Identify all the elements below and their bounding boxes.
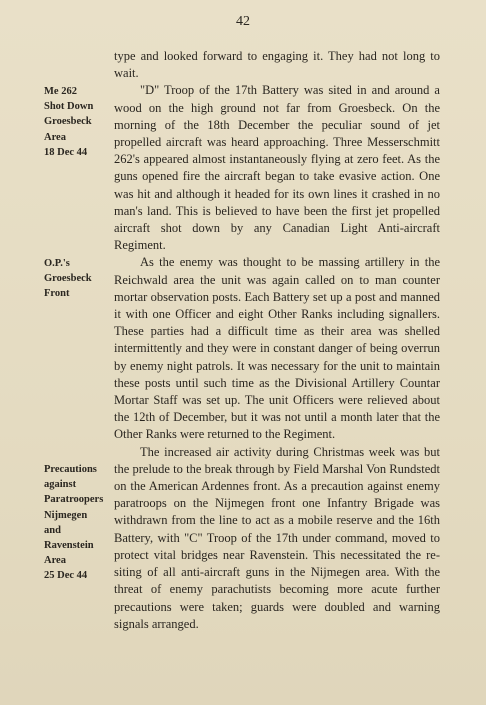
note-line: Shot Down <box>44 101 94 113</box>
note-line: Ravenstein <box>44 540 94 552</box>
page-number: 42 <box>236 14 250 29</box>
margin-note-me262 <box>44 84 114 160</box>
note-line: Front <box>44 288 70 300</box>
note-line: 18 Dec 44 <box>44 146 88 158</box>
note-line: Me 262 <box>44 86 77 97</box>
note-line: Nijmegen <box>44 509 88 521</box>
paragraph: type and looked forward to engaging it. They had not long to wait. <box>114 49 440 81</box>
paragraph: "D" Troop of the 17th Battery was sited in and around a wood on the high ground not far from Groesbeck. On the morning of the 18th December the peculiar sound of jet propelled aircraft was heard approaching. Three Messerschmitt 262's appeared almost instantaneously flying at zero feet. As the guns opened fire the aircraft began to take evasive action. One was hit and although it headed for its own lines it crashed in no man's land. This is believed to have been the first jet propelled aircraft shot down by any Canadian Light Anti-aircraft Regiment. <box>114 83 440 253</box>
margin-note-precautions <box>44 462 114 584</box>
note-line: Precautions <box>44 464 97 475</box>
note-line: O.P.'s <box>44 258 70 269</box>
note-line: and <box>44 524 61 536</box>
note-line: Area <box>44 555 66 567</box>
paragraph: As the enemy was thought to be massing artillery in the Reichwald area the unit was again called on to man counter mortar observation posts. Each Battery set up a post and manned it with one Officer and eight Other Ranks including signallers. These parties had a difficult time as their area was shelled intermittently and they were in constant danger of being overrun by enemy night patrols. It was necessary for the unit to maintain these posts until such time as the Divisional Artillery Countar Mortar Staff was set up. The unit Officers were relieved about the 12th of December, but it was not until a month later that the Other Ranks were returned to the Regiment. <box>114 255 440 442</box>
paragraph: The increased air activity during Christmas week was but the prelude to the break through by Field Marshal Von Rundstedt on the American Ardennes front. As a precaution against enemy paratroops on the Nijmegen front one Infantry Brigade was withdrawn from the line to act as a mobile reserve and the 16th Battery, with "C" Troop of the 17th under command, moved to protect vital bridges near Ravenstein. This necessitated the re-siting of all anti-aircraft guns in the Nijmegen area. With the threat of enemy parachutists becoming more acute further precautions were taken; guards were doubled and warning signals arranged. <box>114 444 440 631</box>
margin-note-ops <box>44 256 114 302</box>
note-line: Groesbeck <box>44 116 92 128</box>
note-line: against <box>44 479 77 491</box>
body-text <box>114 48 440 633</box>
note-line: 25 Dec 44 <box>44 570 88 582</box>
note-line: Area <box>44 131 66 143</box>
note-line: Groesbeck <box>44 273 92 285</box>
note-line: Paratroopers <box>44 494 104 506</box>
